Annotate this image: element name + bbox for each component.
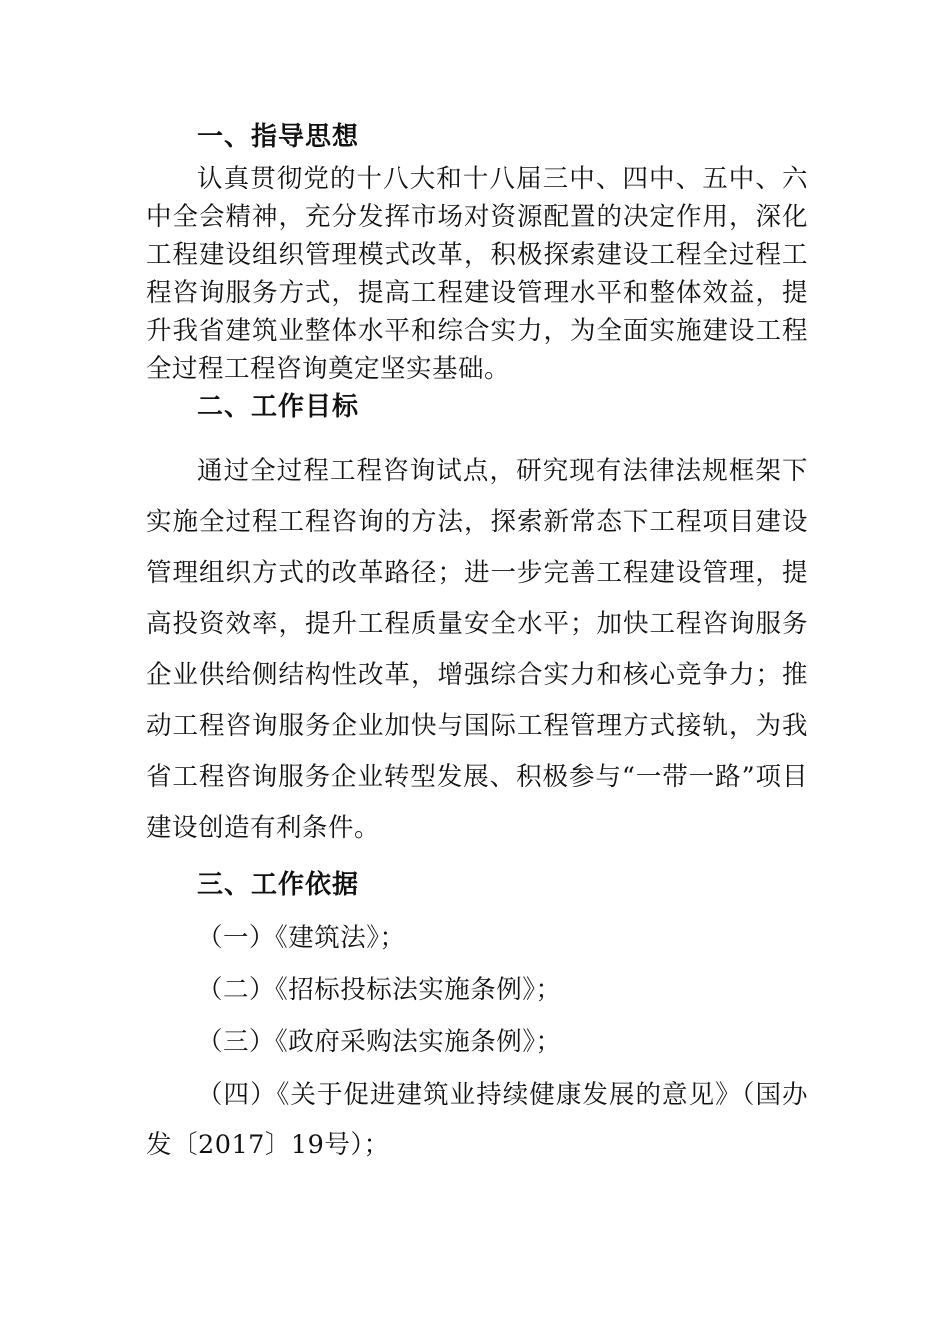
paragraph-guiding-ideology: 认真贯彻党的十八大和十八届三中、四中、五中、六中全会精神，充分发挥市场对资源配置的决定作用，深化工程建设组织管理模式改革，积极探索建设工程全过程工程咨询服务方式，提高工程建设管理水平和整体效益，提升我省建筑业整体水平和综合实力，为全面实施建设工程全过程工程咨询奠定坚实基础。 xyxy=(146,164,808,384)
section-heading-guiding-ideology: 一、指导思想 xyxy=(197,122,360,152)
section-heading-work-goals: 二、工作目标 xyxy=(197,392,360,422)
basis-item-4: （四）《关于促进建筑业持续健康发展的意见》（国办发〔2017〕19号）； xyxy=(146,1080,808,1160)
basis-item-1: （一）《建筑法》； xyxy=(197,923,406,953)
basis-item-3: （三）《政府采购法实施条例》； xyxy=(197,1027,562,1057)
paragraph-work-goals: 通过全过程工程咨询试点，研究现有法律法规框架下实施全过程工程咨询的方法，探索新常态下工程项目建设管理组织方式的改革路径；进一步完善工程建设管理，提高投资效率，提升工程质量安全水平；加快工程咨询服务企业供给侧结构性改革，增强综合实力和核心竞争力；推动工程咨询服务企业加快与国际工程管理方式接轨，为我省工程咨询服务企业转型发展、积极参与“一带一路”项目建设创造有利条件。 xyxy=(146,456,808,843)
section-heading-work-basis: 三、工作依据 xyxy=(197,870,360,900)
basis-item-2: （二）《招标投标法实施条例》； xyxy=(197,975,562,1005)
